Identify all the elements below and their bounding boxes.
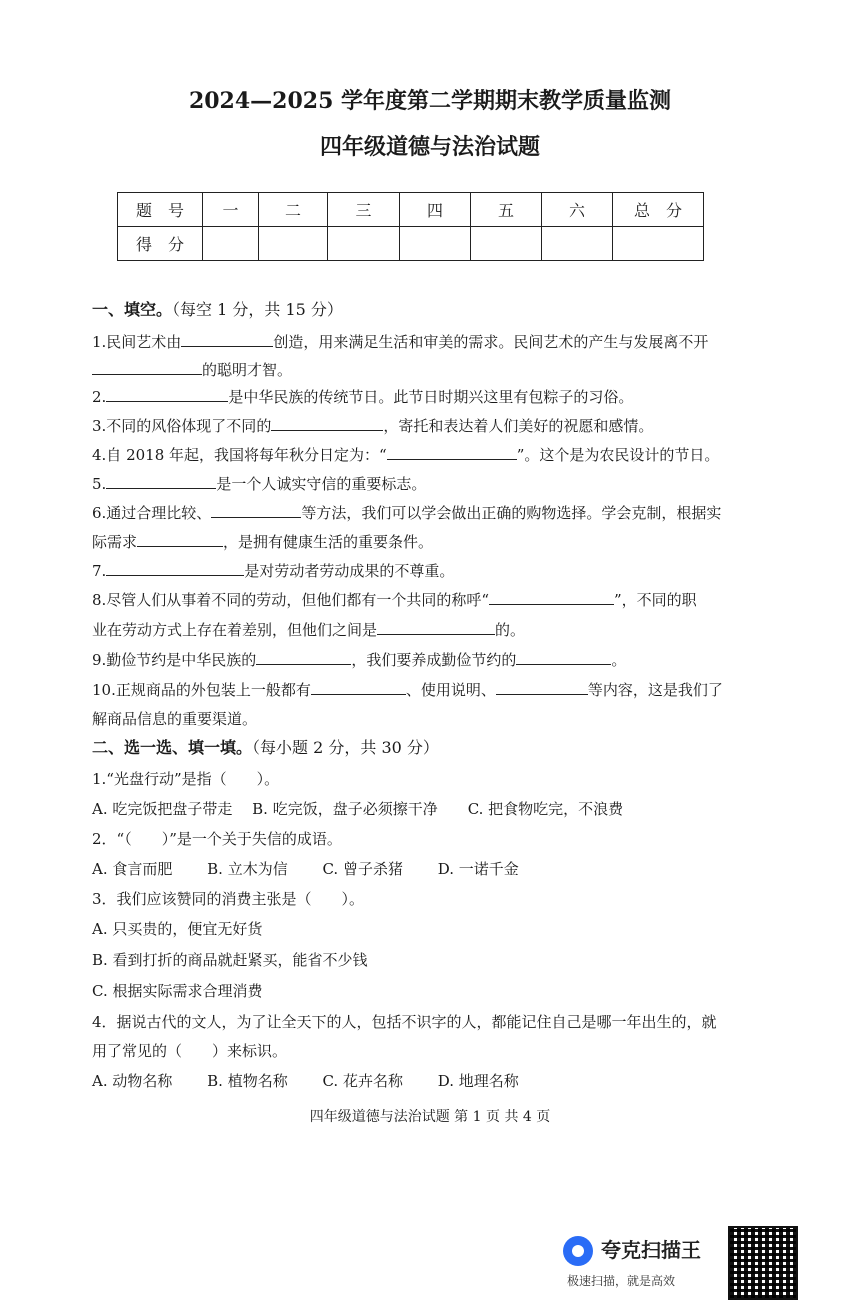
- mc-question-4-cont: 用了常见的（ ）来标识。: [92, 1042, 288, 1060]
- question-text: 创造，用来满足生活和审美的需求。民间艺术的产生与发展离不开: [273, 333, 709, 351]
- score-table: [117, 192, 704, 261]
- answer-blank: [311, 680, 406, 695]
- score-cell: [328, 227, 400, 261]
- question-text: ”，不同的职: [613, 591, 697, 609]
- answer-blank: [271, 416, 383, 431]
- question-text: 。: [611, 651, 627, 669]
- question-8: [92, 590, 697, 610]
- score-header-cell: 二: [259, 193, 328, 227]
- answer-blank: [137, 532, 223, 547]
- mc-question-3-option-b: B. 看到打折的商品就赶紧买，能省不少钱: [92, 951, 368, 969]
- answer-blank: [211, 503, 301, 518]
- mc-question-2: 2．“（ ）”是一个关于失信的成语。: [92, 830, 342, 848]
- score-table-score-row: [118, 227, 704, 261]
- quark-logo-icon: [563, 1236, 593, 1266]
- section1-heading-line: [92, 300, 343, 320]
- question-text: 9.勤俭节约是中华民族的: [92, 651, 257, 669]
- section2-note: （每小题 2 分，共 30 分）: [252, 738, 439, 757]
- answer-blank: [92, 360, 202, 375]
- answer-blank: [377, 620, 495, 635]
- brand-name: 夸克扫描王: [601, 1238, 701, 1262]
- question-4: [92, 445, 719, 465]
- question-text: 的聪明才智。: [202, 361, 293, 379]
- question-10-cont: [92, 709, 257, 729]
- score-cell: [471, 227, 542, 261]
- question-1: [92, 332, 708, 352]
- answer-blank: [181, 332, 273, 347]
- question-text: ，是拥有健康生活的重要条件。: [223, 533, 434, 551]
- mc-question-2-options: A. 食言而肥 B. 立木为信 C. 曾子杀猪 D. 一诺千金: [92, 860, 519, 878]
- question-text: 6.通过合理比较、: [92, 504, 212, 522]
- score-row-label: 得 分: [118, 227, 203, 261]
- question-text: ”。这个是为农民设计的节日。: [516, 446, 720, 464]
- score-header-cell: 总 分: [613, 193, 704, 227]
- question-9: [92, 650, 626, 670]
- answer-blank: [516, 650, 611, 665]
- question-text: 5.: [92, 475, 107, 493]
- question-text: 、使用说明、: [405, 681, 496, 699]
- exam-title: 2024—2025 学年度第二学期期末教学质量监测: [188, 88, 672, 114]
- question-6-cont: [92, 532, 433, 552]
- brand-slogan: 极速扫描，就是高效: [567, 1274, 676, 1288]
- question-3: [92, 416, 653, 436]
- question-text: 的。: [495, 621, 526, 639]
- answer-blank: [106, 387, 228, 402]
- question-5: [92, 474, 426, 494]
- mc-question-4-options: A. 动物名称 B. 植物名称 C. 花卉名称 D. 地理名称: [92, 1072, 519, 1090]
- question-10: [92, 680, 723, 700]
- score-cell: [400, 227, 471, 261]
- question-text: ，寄托和表达着人们美好的祝愿和感情。: [383, 417, 654, 435]
- section1-note: （每空 1 分，共 15 分）: [172, 300, 343, 319]
- answer-blank: [489, 590, 614, 605]
- question-text: 际需求: [92, 533, 138, 551]
- question-text: 2.: [92, 388, 107, 406]
- answer-blank: [106, 561, 244, 576]
- section2-heading-line: [92, 738, 439, 758]
- question-text: 业在劳动方式上存在着差别，但他们之间是: [92, 621, 378, 639]
- section1-heading: 一、填空。: [92, 300, 173, 319]
- question-text: 3.不同的风俗体现了不同的: [92, 417, 272, 435]
- score-header-cell: 三: [328, 193, 400, 227]
- question-text: 是一个人诚实守信的重要标志。: [216, 475, 427, 493]
- question-text: 等方法，我们可以学会做出正确的购物选择。学会克制，根据实: [301, 504, 722, 522]
- question-2: [92, 387, 633, 407]
- question-1-cont: [92, 360, 292, 380]
- question-text: 10.正规商品的外包装上一般都有: [92, 681, 311, 699]
- score-header-cell: 五: [471, 193, 542, 227]
- question-text: 8.尽管人们从事着不同的劳动，但他们都有一个共同的称呼“: [92, 591, 489, 609]
- score-cell: [203, 227, 259, 261]
- score-header-cell: 一: [203, 193, 259, 227]
- score-cell: [613, 227, 704, 261]
- mc-question-3-option-c: C. 根据实际需求合理消费: [92, 982, 263, 1000]
- question-text: 4.自 2018 年起，我国将每年秋分日定为：“: [92, 446, 387, 464]
- question-text: 7.: [92, 562, 107, 580]
- mc-question-3: 3．我们应该赞同的消费主张是（ ）。: [92, 890, 365, 908]
- score-header-cell: 六: [542, 193, 613, 227]
- question-7: [92, 561, 454, 581]
- question-text: 1.民间艺术由: [92, 333, 182, 351]
- question-text: 解商品信息的重要渠道。: [92, 710, 258, 728]
- question-8-cont: [92, 620, 525, 640]
- score-cell: [259, 227, 328, 261]
- score-table-header-row: [118, 193, 704, 227]
- section2-heading: 二、选一选、填一填。: [92, 738, 253, 757]
- question-text: 等内容，这是我们了: [587, 681, 723, 699]
- answer-blank: [256, 650, 351, 665]
- mc-question-4: 4．据说古代的文人，为了让全天下的人，包括不识字的人，都能记住自己是哪一年出生的，就: [92, 1013, 717, 1031]
- question-6: [92, 503, 721, 523]
- page-footer: 四年级道德与法治试题 第 1 页 共 4 页: [309, 1109, 551, 1125]
- answer-blank: [106, 474, 216, 489]
- mc-question-3-option-a: A. 只买贵的，便宜无好货: [92, 920, 263, 938]
- question-text: ，我们要养成勤俭节约的: [351, 651, 517, 669]
- question-text: 是中华民族的传统节日。此节日时期兴这里有包粽子的习俗。: [228, 388, 634, 406]
- exam-subtitle: 四年级道德与法治试题: [319, 134, 540, 160]
- score-header-cell: 题 号: [118, 193, 203, 227]
- mc-question-1: 1.“光盘行动”是指（ ）。: [92, 770, 280, 788]
- answer-blank: [387, 445, 517, 460]
- score-header-cell: 四: [400, 193, 471, 227]
- qr-code-icon: [728, 1226, 798, 1300]
- question-text: 是对劳动者劳动成果的不尊重。: [244, 562, 455, 580]
- mc-question-1-options: A. 吃完饭把盘子带走 B. 吃完饭，盘子必须擦干净 C. 把食物吃完，不浪费: [92, 800, 624, 818]
- score-cell: [542, 227, 613, 261]
- answer-blank: [496, 680, 588, 695]
